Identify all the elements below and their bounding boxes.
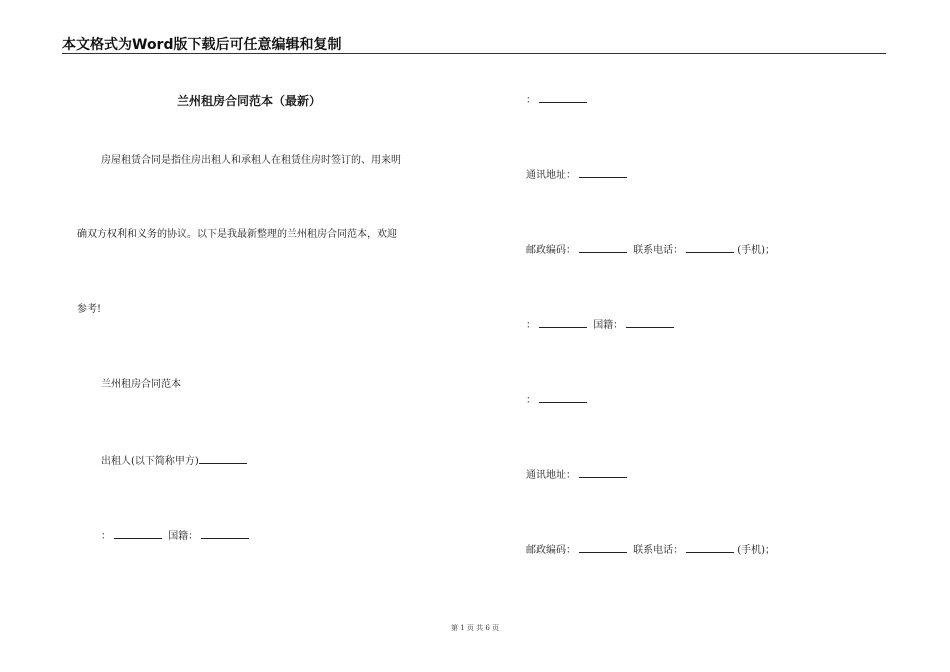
postal-phone-line-2 — [526, 542, 775, 558]
paragraph-intro-line-1: 房屋租赁合同是指住房出租人和承租人在租赁住房时签订的、用来明 — [101, 155, 401, 166]
fill-blank — [579, 467, 627, 478]
address-line-2 — [526, 467, 630, 483]
header-divider — [62, 53, 886, 54]
fill-blank — [686, 242, 734, 253]
fill-blank — [114, 528, 162, 539]
document-title: 兰州租房合同范本（最新） — [177, 94, 322, 108]
colon-label: ： — [526, 320, 536, 331]
paragraph-intro-line-3: 参考! — [77, 304, 102, 315]
document-header: 本文格式为Word版下载后可任意编辑和复制 — [62, 37, 342, 53]
fill-blank — [579, 167, 627, 178]
fill-blank — [579, 542, 627, 553]
nationality-line-left — [101, 528, 252, 544]
address-label: 通讯地址： — [526, 470, 576, 481]
phone-label: 联系电话： — [633, 245, 684, 256]
colon-label: ： — [526, 95, 536, 106]
page-number: 第 1 页 共 6 页 — [450, 624, 500, 632]
fill-blank — [201, 528, 249, 539]
nationality-line-right — [526, 317, 677, 333]
fill-blank — [539, 392, 587, 403]
mobile-label: (手机)； — [737, 245, 775, 256]
nationality-label: 国籍： — [593, 320, 624, 331]
lessor-line — [101, 453, 250, 469]
nationality-label: 国籍： — [168, 531, 199, 542]
fill-blank — [539, 317, 587, 328]
phone-label: 联系电话： — [633, 545, 684, 556]
lessor-label: 出租人(以下简称甲方) — [101, 456, 199, 467]
fill-blank — [199, 453, 247, 464]
paragraph-intro-line-2: 确双方权利和义务的协议。以下是我最新整理的兰州租房合同范本，欢迎 — [77, 229, 397, 240]
postal-phone-line-1 — [526, 242, 775, 258]
colon-label: ： — [526, 395, 536, 406]
section-heading: 兰州租房合同范本 — [101, 379, 181, 390]
address-line-1 — [526, 167, 630, 183]
fill-blank — [579, 242, 627, 253]
fill-blank — [539, 92, 587, 103]
address-label: 通讯地址： — [526, 170, 576, 181]
right-line-1 — [526, 92, 590, 108]
right-line-5 — [526, 392, 590, 408]
fill-blank — [686, 542, 734, 553]
postal-label: 邮政编码： — [526, 545, 576, 556]
fill-blank — [626, 317, 674, 328]
colon-label: ： — [101, 531, 111, 542]
mobile-label: (手机)； — [737, 545, 775, 556]
postal-label: 邮政编码： — [526, 245, 576, 256]
